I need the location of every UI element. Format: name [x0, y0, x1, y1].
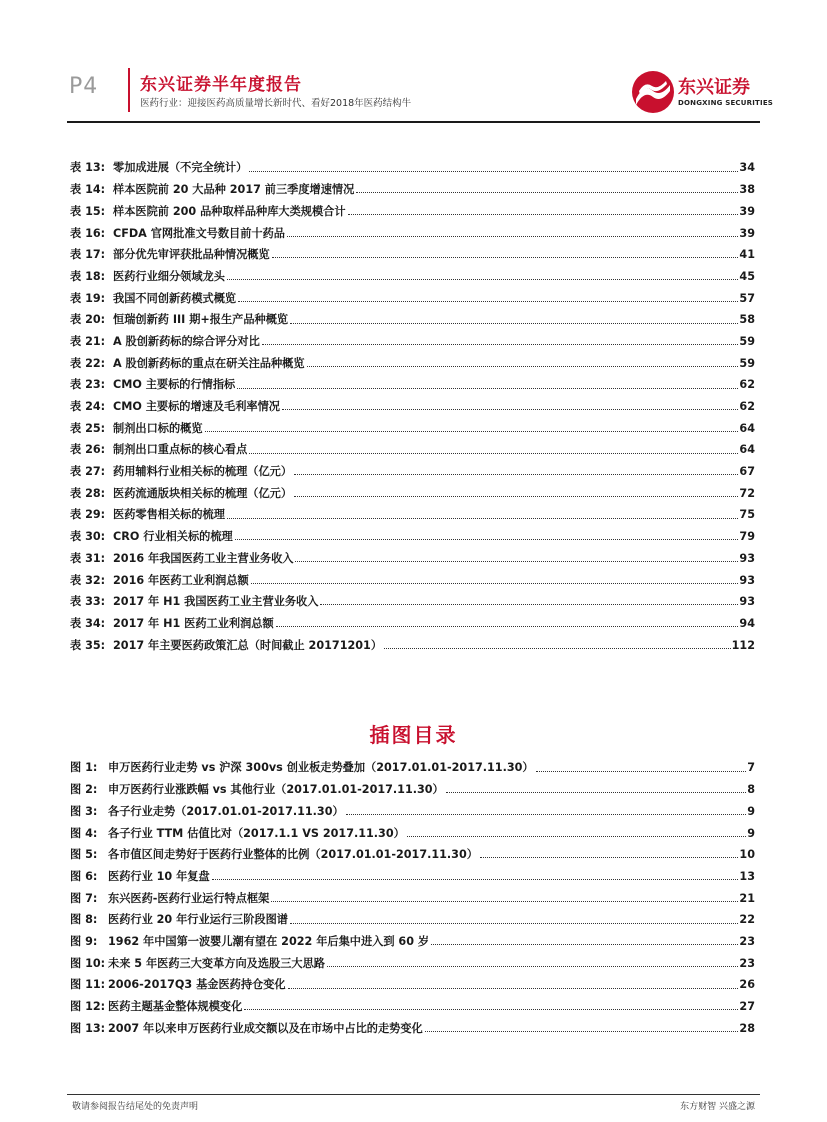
entry-label: 表 24:	[70, 400, 106, 414]
toc-figure-entry[interactable]	[70, 752, 755, 774]
entry-page: 64	[739, 443, 755, 457]
entry-page: 58	[739, 313, 755, 327]
entry-page: 94	[739, 616, 755, 630]
entry-label: 表 28:	[70, 486, 106, 500]
entry-title: CMO 主要标的行情指标	[113, 378, 236, 392]
dot-leader	[237, 387, 738, 389]
entry-page: 9	[747, 826, 755, 840]
entry-label: 表 33:	[70, 595, 106, 609]
dot-leader	[431, 943, 738, 945]
entry-page: 34	[739, 161, 755, 175]
entry-title: 未来 5 年医药三大变革方向及选股三大思路	[108, 956, 325, 970]
entry-label: 图 9:	[70, 934, 98, 948]
dot-leader	[346, 813, 747, 815]
dot-leader	[272, 256, 739, 258]
entry-label: 表 30:	[70, 530, 106, 544]
entry-page: 93	[739, 595, 755, 609]
entry-page: 59	[739, 334, 755, 348]
toc-figure-entry[interactable]	[70, 1012, 755, 1034]
table-of-tables	[70, 152, 755, 651]
entry-page: 13	[739, 869, 755, 883]
entry-title: CRO 行业相关标的梳理	[113, 530, 233, 544]
entry-label: 图 10:	[70, 956, 106, 970]
entry-label: 表 27:	[70, 465, 106, 479]
entry-page: 79	[739, 530, 755, 544]
dot-leader	[238, 300, 738, 302]
dot-leader	[290, 922, 738, 924]
entry-label: 表 17:	[70, 248, 106, 262]
toc-table-entry[interactable]	[70, 260, 755, 282]
entry-title: 我国不同创新药模式概览	[113, 291, 237, 305]
entry-title: 各子行业 TTM 估值比对（2017.1.1 VS 2017.11.30）	[108, 826, 405, 840]
dot-leader	[227, 278, 739, 280]
entry-label: 表 22:	[70, 356, 106, 370]
entry-label: 图 3:	[70, 804, 98, 818]
entry-page: 10	[739, 848, 755, 862]
entry-label: 表 32:	[70, 573, 106, 587]
header-rule	[67, 121, 760, 123]
toc-table-entry[interactable]	[70, 217, 755, 239]
toc-table-entry[interactable]	[70, 412, 755, 434]
entry-page: 72	[739, 486, 755, 500]
footer-rule	[67, 1094, 760, 1095]
dot-leader	[249, 452, 738, 454]
dot-leader	[320, 603, 738, 605]
toc-figure-entry[interactable]	[70, 774, 755, 796]
entry-page: 38	[739, 183, 755, 197]
dot-leader	[287, 235, 738, 237]
entry-title: 2017 年 H1 医药工业利润总额	[113, 616, 274, 630]
entry-page: 23	[739, 956, 755, 970]
dot-leader	[212, 878, 739, 880]
toc-figure-entry[interactable]	[70, 991, 755, 1013]
entry-label: 图 6:	[70, 869, 98, 883]
toc-table-entry[interactable]	[70, 369, 755, 391]
entry-title: 东兴医药-医药行业运行特点框架	[108, 891, 270, 905]
entry-page: 93	[739, 573, 755, 587]
footer-disclaimer: 敬请参阅报告结尾处的免责声明	[72, 1102, 199, 1112]
entry-label: 表 14:	[70, 183, 106, 197]
logo-text-en: DONGXING SECURITIES	[678, 99, 774, 107]
company-logo	[630, 69, 774, 117]
logo-emblem-icon	[630, 69, 676, 115]
dot-leader	[205, 430, 739, 432]
entry-label: 图 8:	[70, 913, 98, 927]
dot-leader	[235, 538, 739, 540]
dot-leader	[249, 170, 738, 172]
entry-title: 零加成进展（不完全统计）	[113, 161, 248, 175]
toc-table-entry[interactable]	[70, 434, 755, 456]
entry-label: 图 11:	[70, 978, 106, 992]
entry-label: 表 31:	[70, 551, 106, 565]
dot-leader	[294, 495, 738, 497]
entry-page: 7	[747, 761, 755, 775]
toc-table-entry[interactable]	[70, 607, 755, 629]
page-number: P4	[69, 74, 99, 99]
dot-leader	[446, 791, 746, 793]
entry-label: 表 19:	[70, 291, 106, 305]
entry-title: 制剂出口标的概览	[113, 421, 203, 435]
entry-label: 表 25:	[70, 421, 106, 435]
toc-figure-entry[interactable]	[70, 947, 755, 969]
entry-title: 恒瑞创新药 III 期+报生产品种概览	[113, 313, 289, 327]
dot-leader	[536, 770, 747, 772]
entry-title: 2017 年主要医药政策汇总（时间截止 20171201）	[113, 638, 383, 652]
toc-figure-entry[interactable]	[70, 882, 755, 904]
entry-page: 45	[739, 269, 755, 283]
entry-page: 67	[739, 465, 755, 479]
entry-title: 2006-2017Q3 基金医药持仓变化	[108, 978, 286, 992]
entry-page: 9	[747, 804, 755, 818]
toc-table-entry[interactable]	[70, 586, 755, 608]
entry-title: 2016 年医药工业利润总额	[113, 573, 249, 587]
entry-page: 64	[739, 421, 755, 435]
entry-page: 75	[739, 508, 755, 522]
entry-page: 41	[739, 248, 755, 262]
toc-table-entry[interactable]	[70, 542, 755, 564]
entry-title: CFDA 官网批准文号数目前十药品	[113, 226, 285, 240]
toc-table-entry[interactable]	[70, 477, 755, 499]
entry-label: 表 16:	[70, 226, 106, 240]
table-of-figures	[70, 752, 755, 1034]
header-divider	[128, 68, 130, 112]
entry-page: 59	[739, 356, 755, 370]
entry-title: 部分优先审评获批品种情况概览	[113, 248, 270, 262]
dot-leader	[288, 987, 739, 989]
entry-title: 医药流通版块相关标的梳理（亿元）	[113, 486, 293, 500]
report-subtitle: 医药行业：迎接医药高质量增长新时代、看好2018年医药结构牛	[140, 98, 412, 109]
toc-figure-entry[interactable]	[70, 795, 755, 817]
entry-title: 样本医院前 200 品种取样品种库大类规模合计	[113, 204, 346, 218]
entry-title: 申万医药行业走势 vs 沪深 300vs 创业板走势叠加（2017.01.01-2017.11.30）	[108, 761, 534, 775]
entry-label: 图 5:	[70, 848, 98, 862]
entry-title: 医药零售相关标的梳理	[113, 508, 225, 522]
entry-title: 医药行业细分领域龙头	[113, 269, 225, 283]
dot-leader	[271, 900, 738, 902]
entry-page: 22	[739, 913, 755, 927]
dot-leader	[244, 1008, 738, 1010]
entry-label: 表 23:	[70, 378, 106, 392]
toc-table-entry[interactable]	[70, 456, 755, 478]
entry-page: 62	[739, 378, 755, 392]
entry-title: 2016 年我国医药工业主营业务收入	[113, 551, 294, 565]
entry-title: 各市值区间走势好于医药行业整体的比例（2017.01.01-2017.11.30）	[108, 848, 478, 862]
dot-leader	[480, 856, 738, 858]
entry-title: 申万医药行业涨跌幅 vs 其他行业（2017.01.01-2017.11.30）	[108, 783, 444, 797]
toc-figure-entry[interactable]	[70, 926, 755, 948]
toc-table-entry[interactable]	[70, 195, 755, 217]
entry-title: 医药主题基金整体规模变化	[108, 1000, 243, 1014]
toc-table-entry[interactable]	[70, 152, 755, 174]
toc-table-entry[interactable]	[70, 564, 755, 586]
entry-label: 图 4:	[70, 826, 98, 840]
toc-table-entry[interactable]	[70, 347, 755, 369]
entry-label: 表 18:	[70, 269, 106, 283]
report-title: 东兴证券半年度报告	[140, 75, 302, 95]
entry-title: A 股创新药标的重点在研关注品种概览	[113, 356, 305, 370]
dot-leader	[295, 560, 738, 562]
footer-slogan: 东方财智 兴盛之源	[680, 1102, 755, 1112]
entry-page: 21	[739, 891, 755, 905]
entry-page: 57	[739, 291, 755, 305]
entry-page: 26	[739, 978, 755, 992]
entry-label: 表 13:	[70, 161, 106, 175]
entry-title: 制剂出口重点标的核心看点	[113, 443, 248, 457]
toc-table-entry[interactable]	[70, 499, 755, 521]
dot-leader	[327, 965, 738, 967]
entry-label: 表 20:	[70, 313, 106, 327]
dot-leader	[262, 343, 739, 345]
toc-figure-entry[interactable]	[70, 860, 755, 882]
entry-title: 医药行业 10 年复盘	[108, 869, 210, 883]
toc-table-entry[interactable]	[70, 174, 755, 196]
entry-page: 93	[739, 551, 755, 565]
toc-table-entry[interactable]	[70, 521, 755, 543]
entry-title: A 股创新药标的综合评分对比	[113, 334, 260, 348]
entry-page: 39	[739, 204, 755, 218]
dot-leader	[294, 473, 738, 475]
entry-title: 2007 年以来申万医药行业成交额以及在市场中占比的走势变化	[108, 1021, 423, 1035]
entry-label: 表 15:	[70, 204, 106, 218]
entry-label: 表 35:	[70, 638, 106, 652]
toc-figure-entry[interactable]	[70, 904, 755, 926]
entry-title: 医药行业 20 年行业运行三阶段图谱	[108, 913, 288, 927]
entry-page: 112	[731, 638, 755, 652]
entry-title: 样本医院前 20 大品种 2017 前三季度增速情况	[113, 183, 355, 197]
logo-text-cn: 东兴证券	[678, 77, 750, 98]
toc-figure-entry[interactable]	[70, 839, 755, 861]
toc-table-entry[interactable]	[70, 282, 755, 304]
entry-label: 图 2:	[70, 783, 98, 797]
dot-leader	[276, 625, 739, 627]
entry-label: 图 7:	[70, 891, 98, 905]
entry-title: 药用辅料行业相关标的梳理（亿元）	[113, 465, 293, 479]
entry-label: 图 12:	[70, 1000, 106, 1014]
entry-label: 表 26:	[70, 443, 106, 457]
toc-figure-entry[interactable]	[70, 969, 755, 991]
entry-label: 表 21:	[70, 334, 106, 348]
entry-label: 表 34:	[70, 616, 106, 630]
toc-table-entry[interactable]	[70, 629, 755, 651]
toc-table-entry[interactable]	[70, 304, 755, 326]
toc-table-entry[interactable]	[70, 239, 755, 261]
entry-title: CMO 主要标的增速及毛利率情况	[113, 400, 280, 414]
entry-title: 2017 年 H1 我国医药工业主营业务收入	[113, 595, 319, 609]
entry-page: 62	[739, 400, 755, 414]
figures-heading: 插图目录	[369, 723, 458, 747]
entry-page: 28	[739, 1021, 755, 1035]
dot-leader	[348, 213, 739, 215]
entry-page: 23	[739, 934, 755, 948]
entry-label: 图 1:	[70, 761, 98, 775]
dot-leader	[251, 582, 739, 584]
dot-leader	[407, 835, 746, 837]
entry-page: 8	[747, 783, 755, 797]
entry-page: 39	[739, 226, 755, 240]
dot-leader	[227, 517, 739, 519]
toc-table-entry[interactable]	[70, 326, 755, 348]
entry-title: 1962 年中国第一波婴儿潮有望在 2022 年后集中进入到 60 岁	[108, 934, 430, 948]
dot-leader	[282, 408, 738, 410]
dot-leader	[356, 191, 738, 193]
dot-leader	[290, 322, 738, 324]
entry-label: 表 29:	[70, 508, 106, 522]
entry-title: 各子行业走势（2017.01.01-2017.11.30）	[108, 804, 344, 818]
dot-leader	[384, 647, 731, 649]
toc-table-entry[interactable]	[70, 391, 755, 413]
dot-leader	[425, 1030, 739, 1032]
entry-label: 图 13:	[70, 1021, 106, 1035]
entry-page: 27	[739, 1000, 755, 1014]
dot-leader	[307, 365, 739, 367]
toc-figure-entry[interactable]	[70, 817, 755, 839]
